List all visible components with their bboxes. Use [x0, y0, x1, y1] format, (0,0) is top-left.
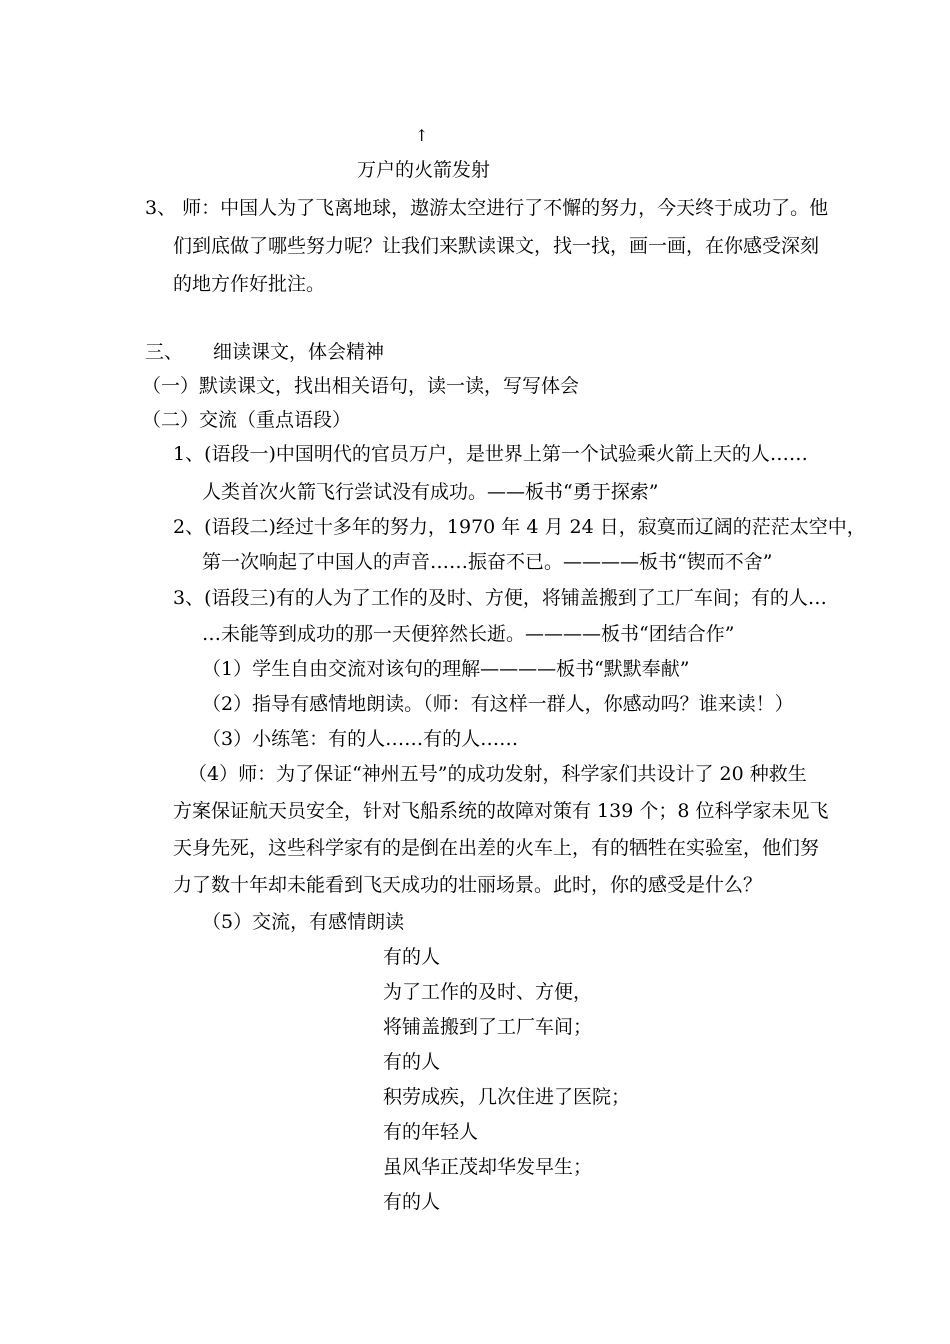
poem-line: 虽风华正茂却华发早生； [383, 1156, 593, 1178]
item1-line2: 人类首次火箭飞行尝试没有成功。——板书“勇于探索” [202, 481, 659, 503]
point-4-line4: 力了数十年却未能看到飞天成功的壮丽场景。此时，你的感受是什么？ [173, 874, 763, 896]
point-4-line1: （4）师：为了保证“神州五号”的成功发射，科学家们共设计了 20 种救生 [188, 763, 807, 785]
step3-line2: 们到底做了哪些努力呢？让我们来默读课文，找一找，画一画，在你感受深刻 [173, 235, 820, 257]
poem-line: 有的人 [383, 1191, 441, 1213]
item3-line1: 3、(语段三)有的人为了工作的及时、方便，将铺盖搬到了工厂车间；有的人… [173, 587, 827, 609]
item2-line2: 第一次响起了中国人的声音……振奋不已。————板书“锲而不舍” [202, 551, 773, 573]
item1-line1: 1、(语段一)中国明代的官员万户，是世界上第一个试验乘火箭上天的人…… [173, 443, 808, 465]
step3-line3: 的地方作好批注。 [173, 273, 326, 295]
point-4-line3: 天身先死，这些科学家有的是倒在出差的火车上，有的牺牲在实验室，他们努 [173, 837, 820, 859]
point-1: （1）学生自由交流对该句的理解————板书“默默奉献” [202, 658, 690, 680]
section3-title: 细读课文，体会精神 [213, 341, 385, 363]
poem-line: 为了工作的及时、方便， [383, 981, 593, 1003]
poem-line: 将铺盖搬到了工厂车间； [383, 1016, 593, 1038]
point-5: （5）交流，有感情朗读 [202, 911, 405, 933]
poem-line: 有的年轻人 [383, 1121, 479, 1143]
item3-line2: …未能等到成功的那一天便猝然长逝。————板书“团结合作” [202, 623, 735, 645]
point-3: （3）小练笔：有的人……有的人…… [202, 728, 519, 750]
item2-line1: 2、(语段二)经过十多年的努力，1970 年 4 月 24 日，寂寞而辽阔的茫茫太空中， [173, 516, 866, 538]
point-4-line2: 方案保证航天员安全，针对飞船系统的故障对策有 139 个；8 位科学家未见飞 [173, 800, 829, 822]
poem-line: 积劳成疾，几次住进了医院； [383, 1086, 631, 1108]
subsection-2: （二）交流（重点语段） [142, 409, 352, 431]
point-2: （2）指导有感情地朗读。（师：有这样一群人，你感动吗？谁来读！） [202, 693, 794, 715]
up-arrow-icon: ↑ [415, 126, 429, 145]
subsection-1: （一）默读课文，找出相关语句，读一读，写写体会 [142, 375, 580, 397]
figure-caption: 万户的火箭发射 [357, 159, 491, 181]
poem-line: 有的人 [383, 946, 441, 968]
step3-line1: 3、 师：中国人为了飞离地球，遨游太空进行了不懈的努力，今天终于成功了。他 [145, 197, 829, 219]
section3-number: 三、 [145, 341, 184, 363]
poem-line: 有的人 [383, 1051, 441, 1073]
